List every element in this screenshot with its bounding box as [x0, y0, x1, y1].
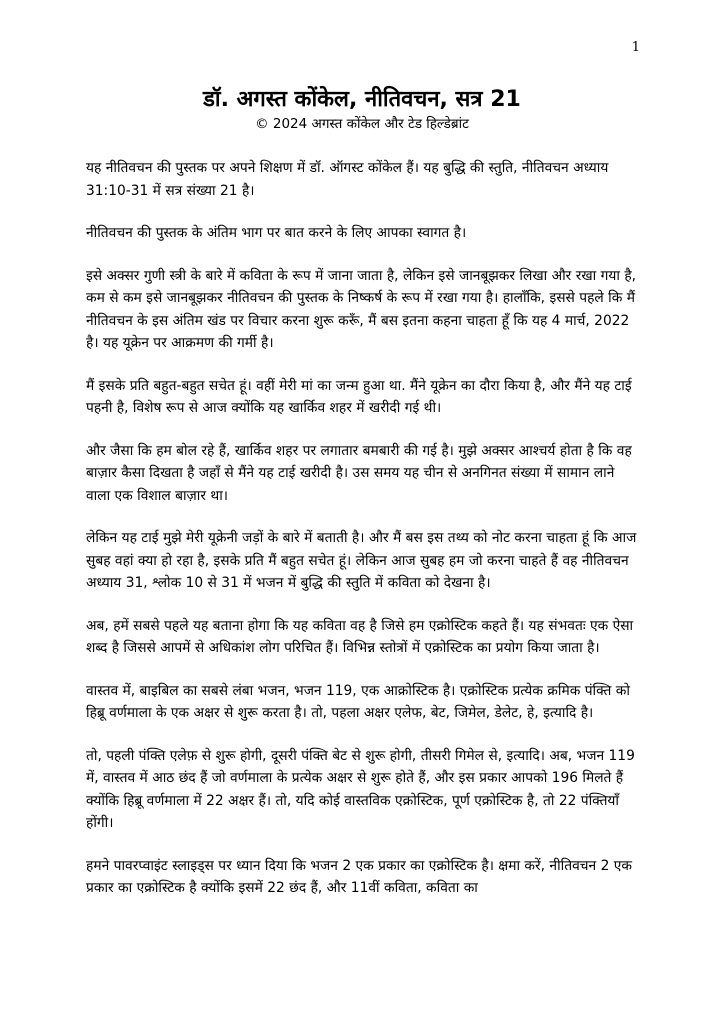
- paragraph-lines: तो, पहली पंक्ति एलेफ़ से शुरू होगी, दूसरी पंक्ति बेट से शुरू होगी, तीसरी गिमेल से, इत्यादि। अब, भजन 119 में, वास्तव में आठ छंद हैं जो वर्णमाला के प्रत्येक अक्षर से शुरू होते हैं, और इस प्रकार आपको 196 मिलते हैं क्योंकि हिब्रू वर्णमाला में 22 अक्षर हैं। तो, यदि कोई वास्तविक एक्रोस्टिक, पूर्ण एक्रोस्टिक है, तो 22 पंक्तियाँ होंगी।: [86, 747, 635, 831]
- paragraph-acrostic: अब, हमें सबसे पहले यह बताना होगा कि यह कविता वह है जिसे हम एक्रोस्टिक कहते हैं। यह संभवतः एक ऐसा शब्द है जिससे आपमें से अधिकांश लोग परिचित हैं। विभिन्न स्तोत्रों में एक्रोस्टिक का प्रयोग किया जाता है।: [86, 617, 634, 656]
- paragraph-intro: यह नीतिवचन की पुस्तक पर अपने शिक्षण में डॉ. ऑगस्ट कोंकेल हैं। यह बुद्धि की स्तुति, नीतिवचन अध्याय 31:10-31 में सत्र संख्या 21 है।: [86, 160, 609, 199]
- paragraph-proverbs-2: हमने पावरप्वाइंट स्लाइड्स पर ध्यान दिया कि भजन 2 एक प्रकार का एक्रोस्टिक है। क्षमा करें, नीतिवचन 2 एक प्रकार का एक्रोस्टिक है क्योंकि इसमें 22 छंद हैं, और 11वीं कविता, कविता का: [86, 857, 632, 896]
- page-number: 1: [631, 40, 640, 55]
- paragraph-welcome: नीतिवचन की पुस्तक के अंतिम भाग पर बात करने के लिए आपका स्वागत है।: [86, 225, 467, 241]
- paragraph-psalm-119: वास्तव में, बाइबिल का सबसे लंबा भजन, भजन 119, एक आक्रोस्टिक है। एक्रोस्टिक प्रत्येक क्रमिक पंक्ति को हिब्रू वर्णमाला के एक अक्षर से शुरू करता है। तो, पहला अक्षर एलेफ, बेट, जिमेल, डेलेट, हे, इत्यादि है।: [86, 682, 630, 721]
- paragraph-kharkiv: और जैसा कि हम बोल रहे हैं, खार्किव शहर पर लगातार बमबारी की गई है। मुझे अक्सर आश्चर्य होता है कि वह बाज़ार कैसा दिखता है जहाँ से मैंने यह टाई खरीदी है। उस समय यह चीन से अनगिनत संख्या में सामान लाने वाला एक विशाल बाज़ार था।: [86, 442, 632, 504]
- paragraph-ukraine: मैं इसके प्रति बहुत-बहुत सचेत हूं। वहीं मेरी मां का जन्म हुआ था. मैंने यूक्रेन का दौरा किया है, और मैंने यह टाई पहनी है, विशेष रूप से आज क्योंकि यह खार्किव शहर में खरीदी गई थी।: [86, 377, 632, 416]
- document-header: [0, 86, 724, 134]
- document-title: डॉ. अगस्त कोंकेल, नीतिवचन, सत्र 21: [203, 87, 521, 112]
- copyright-line: © 2024 अगस्त कोंकेल और टेड हिल्डेब्रांट: [255, 116, 469, 132]
- paragraph-virtuous-woman: इसे अक्सर गुणी स्त्री के बारे में कविता के रूप में जाना जाता है, लेकिन इसे जानबूझकर लिखा और रखा गया है, कम से कम इसे जानबूझकर नीतिवचन की पुस्तक के निष्कर्ष के रूप में रखा गया है। हालाँकि, इससे पहले कि मैं नीतिवचन के इस अंतिम खंड पर विचार करना शुरू करूँ, मैं बस इतना कहना चाहता हूँ कि यह 4 मार्च, 2022 है। यह यूक्रेन पर आक्रमण की गर्मी है।: [86, 267, 637, 351]
- paragraph-tie: लेकिन यह टाई मुझे मेरी यूक्रेनी जड़ों के बारे में बताती है। और मैं बस इस तथ्य को नोट करना चाहता हूं कि आज सुबह वहां क्या हो रहा है, इसके प्रति मैं बहुत सचेत हूं। लेकिन आज सुबह हम जो करना चाहते हैं वह नीतिवचन अध्याय 31, श्लोक 10 से 31 में भजन में बुद्धि की स्तुति में कविता को देखना है।: [86, 530, 637, 591]
- document-body: [86, 157, 642, 920]
